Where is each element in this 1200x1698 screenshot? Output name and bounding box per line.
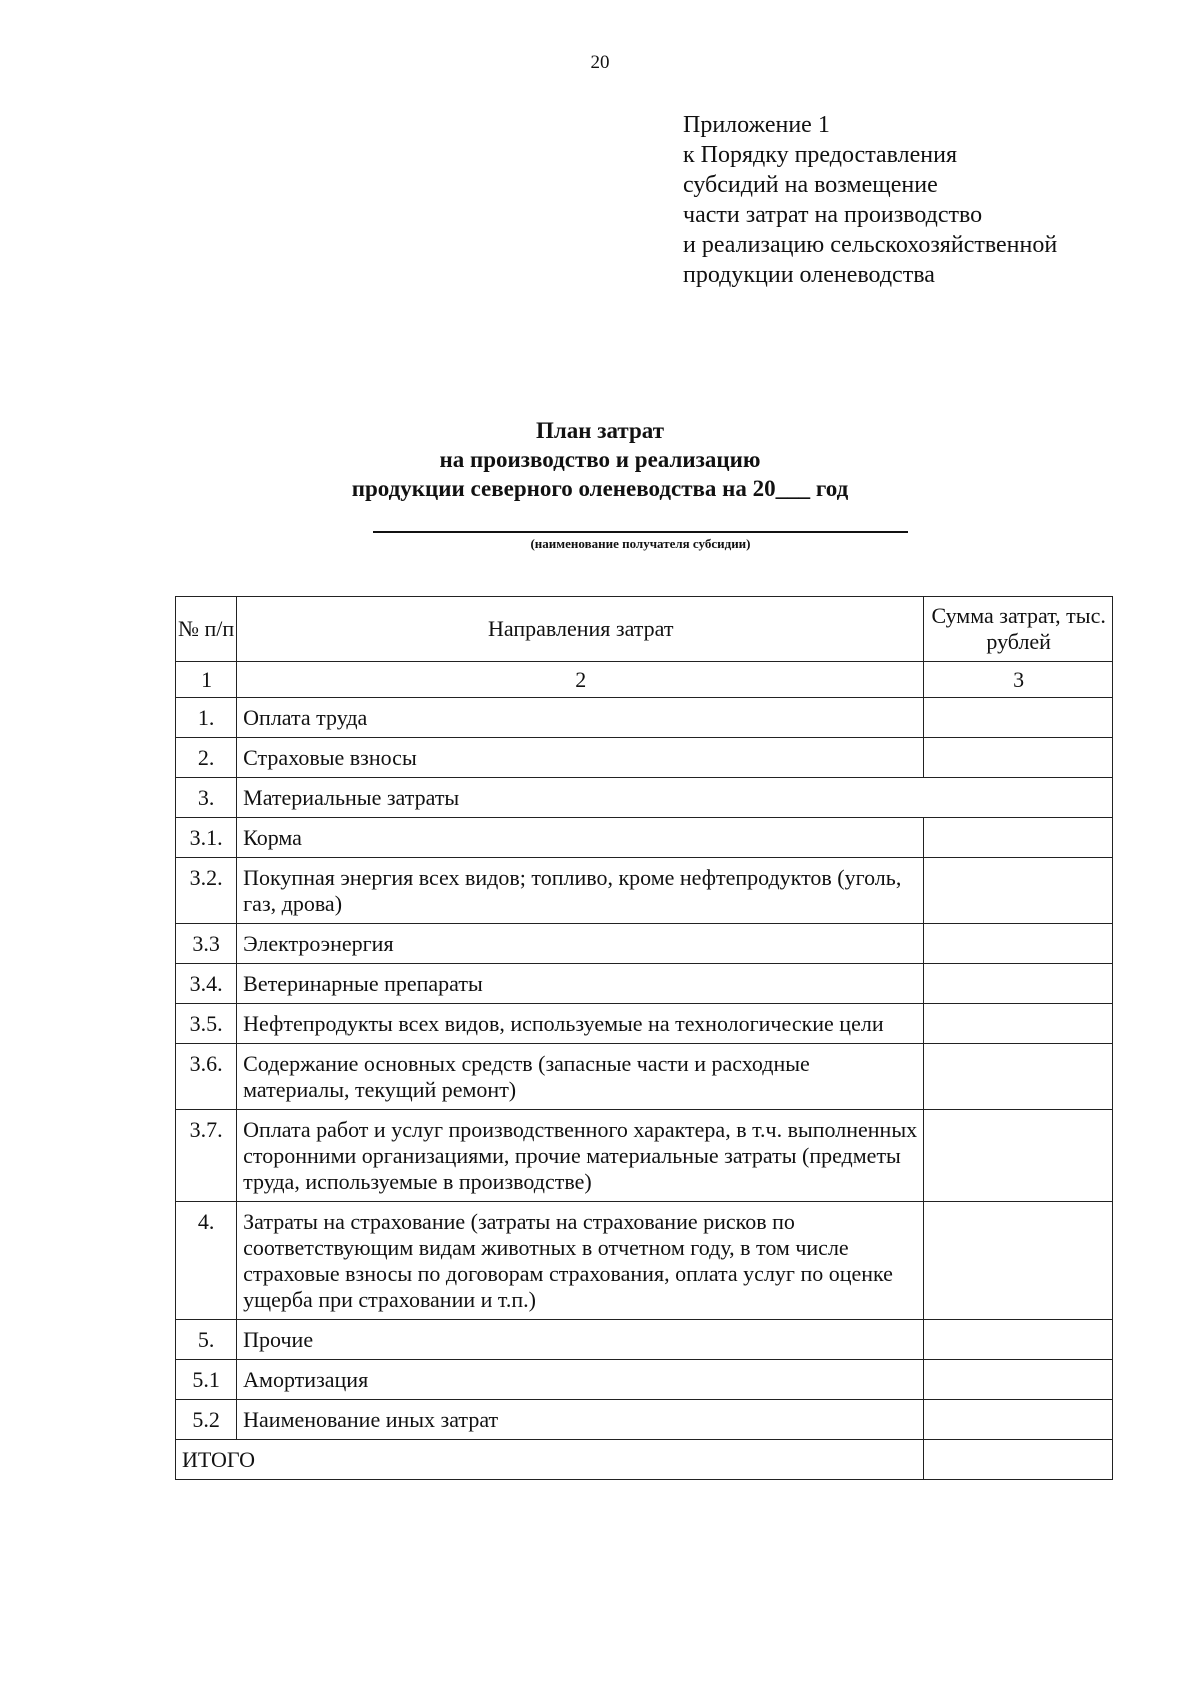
row-number: 3.1. (176, 818, 237, 858)
row-number: 4. (176, 1202, 237, 1320)
title-line: продукции северного оленеводства на 20___ год (351, 476, 849, 501)
table-row (176, 698, 1113, 738)
table-row (176, 858, 1113, 924)
row-number: 3.3 (176, 924, 237, 964)
table-row (176, 1044, 1113, 1110)
appendix-line: Приложение 1 (683, 112, 830, 138)
row-direction: Оплата труда (237, 698, 924, 738)
row-number: 2. (176, 738, 237, 778)
table-row (176, 1320, 1113, 1360)
row-direction: Материальные затраты (237, 778, 1113, 818)
table-row (176, 924, 1113, 964)
table-row (176, 1400, 1113, 1440)
row-sum-cell[interactable] (924, 924, 1113, 964)
appendix-line: к Порядку предоставления (683, 142, 958, 168)
row-number: 1. (176, 698, 237, 738)
row-sum-cell[interactable] (924, 1320, 1113, 1360)
title-line: План затрат (535, 418, 665, 443)
row-sum-cell[interactable] (924, 1110, 1113, 1202)
column-number: 3 (924, 662, 1113, 698)
row-direction: Страховые взносы (237, 738, 924, 778)
row-number: 3.2. (176, 858, 237, 924)
table-row (176, 818, 1113, 858)
column-numbers-row (176, 662, 1113, 698)
row-sum-cell[interactable] (924, 698, 1113, 738)
appendix-line: и реализацию сельскохозяйственной (683, 232, 1058, 258)
row-sum-cell[interactable] (924, 1044, 1113, 1110)
table-row (176, 778, 1113, 818)
cost-plan-table (175, 596, 1113, 1480)
header-direction: Направления затрат (237, 597, 924, 662)
table-row (176, 1202, 1113, 1320)
appendix-line: продукции оленеводства (683, 262, 935, 288)
row-number: 3.5. (176, 1004, 237, 1044)
table-row (176, 738, 1113, 778)
row-direction: Амортизация (237, 1360, 924, 1400)
row-sum-cell[interactable] (924, 1202, 1113, 1320)
page-number: 20 (590, 52, 610, 73)
row-direction: Корма (237, 818, 924, 858)
row-direction: Наименование иных затрат (237, 1400, 924, 1440)
appendix-line: части затрат на производство (683, 202, 983, 228)
row-direction: Прочие (237, 1320, 924, 1360)
row-number: 5.1 (176, 1360, 237, 1400)
column-number: 1 (176, 662, 237, 698)
row-number: 3.4. (176, 964, 237, 1004)
recipient-name-line (373, 531, 908, 533)
row-direction: Покупная энергия всех видов; топливо, кроме нефтепродуктов (уголь, газ, дрова) (237, 858, 924, 924)
row-number: 5. (176, 1320, 237, 1360)
total-sum-cell[interactable] (924, 1440, 1113, 1480)
total-row (176, 1440, 1113, 1480)
row-sum-cell[interactable] (924, 1360, 1113, 1400)
row-number: 3. (176, 778, 237, 818)
row-number: 3.7. (176, 1110, 237, 1202)
row-direction: Оплата работ и услуг производственного характера, в т.ч. выполненных сторонними организациями, прочие материальные затраты (предметы труда, используемые в производстве) (237, 1110, 924, 1202)
table-row (176, 1360, 1113, 1400)
row-direction: Ветеринарные препараты (237, 964, 924, 1004)
title-line: на производство и реализацию (439, 447, 761, 472)
table-row (176, 1110, 1113, 1202)
row-direction: Нефтепродукты всех видов, используемые на технологические цели (237, 1004, 924, 1044)
column-number: 2 (237, 662, 924, 698)
row-sum-cell[interactable] (924, 818, 1113, 858)
appendix-block (683, 110, 1057, 290)
row-sum-cell[interactable] (924, 1004, 1113, 1044)
row-direction: Электроэнергия (237, 924, 924, 964)
total-label: ИТОГО (176, 1440, 924, 1480)
row-direction: Затраты на страхование (затраты на страхование рисков по соответствующим видам животных в отчетном году, в том числе страховые взносы по договорам страхования, оплата услуг по оценке ущерба при страховании и т.п.) (237, 1202, 924, 1320)
recipient-caption: (наименование получателя субсидии) (530, 536, 751, 551)
row-sum-cell[interactable] (924, 738, 1113, 778)
header-num: № п/п (176, 597, 237, 662)
row-sum-cell[interactable] (924, 964, 1113, 1004)
header-sum: Сумма затрат, тыс. рублей (924, 597, 1113, 662)
row-number: 5.2 (176, 1400, 237, 1440)
table-row (176, 964, 1113, 1004)
row-sum-cell[interactable] (924, 858, 1113, 924)
document-title (0, 416, 1200, 503)
row-sum-cell[interactable] (924, 1400, 1113, 1440)
appendix-line: субсидий на возмещение (683, 172, 938, 198)
table-header-row (176, 597, 1113, 662)
row-number: 3.6. (176, 1044, 237, 1110)
row-direction: Содержание основных средств (запасные части и расходные материалы, текущий ремонт) (237, 1044, 924, 1110)
table-row (176, 1004, 1113, 1044)
